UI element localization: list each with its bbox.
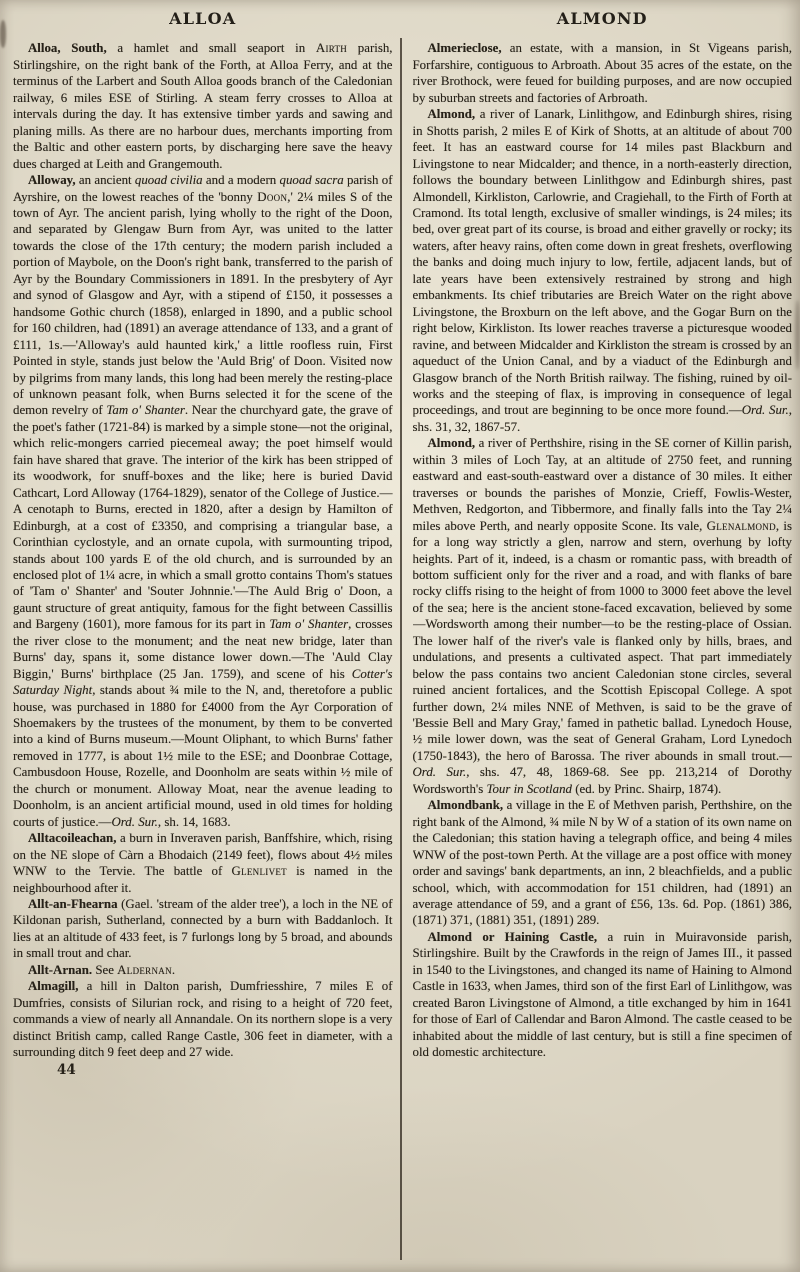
text-run: , stands about ¾ mile to the N, and, theretofore a public house, was purchased in 1880 for £4000 from the Ayr Corporation of Shoemakers by the trustees of the monument, by them to be converted into a kind of Burns museum.—Mount Oliphant, to which Burns' father removed in 1777, is about 1½ mile to the ESE; and Doonbrae Cottage, Cambusdoon House, Rozelle, and Doonholm are seats within ½ mile of the church or monument. Alloway Moat, near the avenue leading to Doonholm, is an ancient artificial mound, used in old times for holding courts of justice.— xyxy=(13,683,393,829)
text-run-italic: Ord. Sur. xyxy=(111,814,158,829)
text-run: and a modern xyxy=(202,173,280,188)
text-run-bold: Allt-Arnan. xyxy=(28,962,93,977)
text-run: is named in the neighbourhood after it. xyxy=(13,864,393,895)
entry-alltacoileachan xyxy=(13,830,393,896)
entry-almondbank xyxy=(413,797,793,929)
text-run-bold: Almondbank, xyxy=(427,798,504,813)
column-divider xyxy=(400,38,402,1260)
text-run: a village in the E of Methven parish, Perthshire, on the right bank of the Almond, ¾ mile N by W of a station of its own name on the Caledonian; this station having a telegraph office, and being 4 miles WNW of the post-town Perth. At the village are a post office with money order and savings' bank departments, an inn, 2 bleachfields, and a public school, which, with accommodation for 151 children, had (1891) an average attendance of 59, and a grant of £56, 13s. 6d. Pop. (1861) 386, (1871) 371, (1881) 351, (1891) 289. xyxy=(412,798,792,928)
text-run: , shs. 47, 48, 1869-68. See pp. 213,214 of Dorothy Wordsworth's xyxy=(412,765,792,796)
text-run-bold: Alloway, xyxy=(28,173,76,188)
entry-almond-haining-castle xyxy=(413,929,793,1061)
text-run: . xyxy=(171,962,176,977)
entry-almagill xyxy=(13,978,393,1060)
text-run-italic: quoad civilia xyxy=(134,173,203,188)
text-run-smallcaps: Doon xyxy=(257,189,288,204)
text-run-bold: Alloa, South, xyxy=(28,41,107,56)
column-left xyxy=(13,9,393,1272)
text-run-italic: quoad sacra xyxy=(279,173,344,188)
entry-allt-an-fhearna xyxy=(13,896,393,962)
text-run: a river of Perthshire, rising in the SE corner of Killin parish, within 3 miles of Loch Tay, at an altitude of 2750 feet, and running eastward and east-south-eastward over a distance of 30 miles. It either traverses or bounds the parishes of Monzie, Crieff, Fowlis-Wester, Methven, Redgorton, and Tibbermore, and finally falls into the Tay 2¼ miles above Perth, and nearly opposite Scone. Its vale, xyxy=(412,436,792,533)
text-run: parish, Stirlingshire, on the right bank of the Forth, at Alloa Ferry, and at the terminus of the Larbert and South Alloa goods branch of the Caledonian railway, 6 miles ESE of Stirling. A steam ferry crosses to Alloa at intervals during the day. It has extensive timber yards and sawing and planing mills. As there are no harbour dues, merchants importing from the Baltic and other eastern ports, by discharging here save the heavy dues charged at Leith and Grangemouth. xyxy=(13,41,393,171)
text-run-bold: Almerieclose, xyxy=(427,41,502,56)
text-run: See xyxy=(92,962,118,977)
text-run: ,' 2¼ miles S of the town of Ayr. The ancient parish, lying wholly to the right of the Doon, and separated by Glengaw Burn from Ayr, was united to the latter towards the close of the 17th century; the modern parish included a portion of Maybole, on the Doon's right bank, transferred to the parish of Ayr by the Boundary Commissioners in 1891. In the presbytery of Ayr and synod of Glasgow and Ayr, with a stipend of £150, it possesses a handsome Gothic church (1858), enlarged in 1890, and a public school for 160 children, had (1891) an average attendance of 133, and a grant of £111, 1s.—'Alloway's auld haunted kirk,' a little roofless ruin, First Pointed in style, stands just below the 'Auld Brig' of Doon. Visited now by pilgrims from many lands, this long had been merely the resting-place of unknown peasant folk, when Burns selected it for the scene of the demon revelry of xyxy=(13,189,393,418)
entry-almond-river-perthshire xyxy=(413,435,793,797)
text-run: a ruin in Muiravonside parish, Stirlingshire. Built by the Crawfords in the reign of James III., it passed in 1540 to the Livingstones, and changed its name of Haining to Almond Castle in 1633, when James, third son of the first Earl of Linlithgow, was created Baron Livingstone of Almond, a title exchanged by him in 1641 for those of Earl of Callendar and Baron Almond. The castle ceased to be inhabited about the middle of last century, but is still a fine specimen of old domestic architecture. xyxy=(412,929,792,1060)
text-run: (ed. by Princ. Shairp, 1874). xyxy=(571,781,722,796)
text-run-smallcaps: Glenalmond xyxy=(706,518,776,533)
entry-alloa-south xyxy=(13,40,393,172)
text-run: , sh. 14, 1683. xyxy=(157,814,231,829)
text-run-bold: Almond, xyxy=(427,436,476,451)
text-run: , is for a long way strictly a glen, narrow and stern, overhung by lofty heights. Part of it, indeed, is a chasm or romantic pass, with breadth of bottom sufficient only for the river and a road, and with flanks of bare rocky cliffs rising to the height of from 1000 to 3000 feet above the level of the sea; here is the ancient stone-faced excavation, believed by some—Wordsworth among their number—to be the resting-place of Ossian. The lower half of the river's vale is flanked only by hills, braes, and undulations, and presents a cultivated aspect. That part immediately below the pass contains two ancient Caledonian stone circles, several ruined ancient fortalices, and the Scottish Episcopal College. A spot further down, 2¼ miles NNE of Methven, is said to be the grave of 'Bessie Bell and Mary Gray,' famed in pathetic ballad. Lynedoch House, ½ mile lower down, was the seat of General Graham, Lord Lynedoch (1750-1843), the hero of Barossa. The river abounds in small trout.— xyxy=(412,518,792,763)
text-run-italic: Cotter's Saturday Night xyxy=(13,666,393,698)
entry-allt-arnan xyxy=(13,962,393,978)
text-run-italic: Ord. Sur. xyxy=(412,765,467,780)
text-run-bold: Almond, xyxy=(427,107,476,122)
text-run-italic: Tour in Scotland xyxy=(486,781,572,796)
text-run: a burn in Inveraven parish, Banffshire, which, rising on the NE slope of Càrn a Bhodaich (2149 feet), flows about 4½ miles WNW to the Tervie. The battle of xyxy=(13,831,393,879)
text-run-bold: Alltacoileachan, xyxy=(28,831,117,846)
text-run-italic: Tam o' Shanter xyxy=(106,403,185,418)
text-run: a hill in Dalton parish, Dumfriesshire, 7 miles E of Dumfries, consists of Silurian rock, and rising to a height of 720 feet, commands a view of nearly all Annandale. On its northern slope is a very distinct British camp, called Range Castle, 306 feet in diameter, with a surrounding ditch 9 feet deep and 27 wide. xyxy=(13,979,393,1060)
text-run: an ancient xyxy=(75,173,135,188)
text-run: a hamlet and small seaport in xyxy=(106,41,316,56)
text-run: , shs. 31, 32, 1867-57. xyxy=(412,403,792,434)
running-head-alloa: ALLOA xyxy=(169,9,237,28)
text-run: . Near the churchyard gate, the grave of the poet's father (1721-84) is marked by a simple stone—not the original, which relic-mongers carried piecemeal away; the poet himself would fain have shared that grave. The interior of the kirk has been stripped of its woodwork, for snuff-boxes and the like; here is buried David Cathcart, Lord Alloway (1764-1829), senator of the College of Justice.—A cenotaph to Burns, erected in 1820, after a design by Hamilton of Edinburgh, at a cost of £3350, and comprising a triangular base, a Corinthian cyclostyle, and an ornate cupola, with surmounting tripod, stands about 100 yards E of the old church, and is surrounded by an enclosed plot of 1¼ acre, in which a small grotto contains Thom's statues of 'Tam o' Shanter' and 'Souter Johnnie.'—The Auld Brig o' Doon, a gaunt structure of great antiquity, famous for the fight between Cassillis and Bargeny (1601), more famous for its part in xyxy=(13,403,393,632)
entry-alloway xyxy=(13,172,393,830)
entries-left xyxy=(13,40,393,1060)
text-run-italic: Ord. Sur. xyxy=(741,403,789,418)
running-head-almond: ALMOND xyxy=(556,9,648,28)
text-run-italic: Tam o' Shanter xyxy=(269,617,349,632)
text-run: an estate, with a mansion, in St Vigeans parish, Forfarshire, contiguous to Arbroath. About 35 acres of the estate, on the river Brothock, were feued for building purposes, and are now occupied by suburban streets and factories of Arbroath. xyxy=(412,41,792,105)
text-run-bold: Allt-an-Fhearna xyxy=(28,897,118,912)
text-run-bold: Almond or Haining Castle, xyxy=(427,929,598,944)
page-number: 44 xyxy=(57,1061,76,1078)
scan-smudge-right xyxy=(795,300,800,370)
text-run-smallcaps: Airth xyxy=(315,41,348,56)
text-run-smallcaps: Glenlivet xyxy=(231,864,287,879)
text-run: (Gael. 'stream of the alder tree'), a loch in the NE of Kildonan parish, Sutherland, connected by a burn with Baddanloch. It lies at an altitude of 433 feet, is 7 furlongs long by 5 broad, and abounds in small trout and char. xyxy=(13,897,393,961)
text-run: , crosses the river close to the monument; and the neat new bridge, later than Burns' day, spans it, some distance lower down.—The 'Auld Clay Biggin,' Burns' birthplace (25 Jan. 1759), and scene of his xyxy=(13,617,393,681)
entry-almond-river-lanark xyxy=(413,106,793,435)
text-run: parish of Ayrshire, on the lowest reaches of the 'bonny xyxy=(13,173,393,204)
text-run-bold: Almagill, xyxy=(28,979,79,994)
entries-right xyxy=(413,40,793,1060)
text-run: a river of Lanark, Linlithgow, and Edinburgh shires, rising in Shotts parish, 2 miles E of Kirk of Shotts, at an altitude of about 700 feet. It has an eastward course for 14 miles past Blackburn and Livingstone to near Midcalder; and thence, in a north-easterly direction, follows the boundary between Linlithgow and Edinburgh shires, past Almondell, Kirkliston, Carlowrie, and Cragiehall, to the Firth of Forth at Cramond. Its total length, exclusive of smaller windings, is 24 miles; its bed, over great part of its course, is broad and either gravelly or rocky; its waters, after heavy rains, often come down in great freshets, overflowing the banks and doing much injury to low, fertile, adjacent lands, but of late years have been extensively restrained by strong and high embankments. Its chief tributaries are Breich Water on the right above Livingstone, the Broxburn on the left above, and the Gogar Burn on the right below, Kirkliston. Its lower reaches traverse a picturesque wooded ravine, and between Midcalder and Kirkliston the stream is crossed by an aqueduct of the Union Canal, and by a viaduct of the Edinburgh and Glasgow branch of the North British railway. The fishing, ruined by oil-works and the steeping of flax, is improving in consequence of legal proceedings, and trout are beginning to be once more found.— xyxy=(412,107,792,418)
text-run-smallcaps: Aldernan xyxy=(117,962,172,977)
scan-smudge-left xyxy=(0,20,6,48)
entry-almerieclose xyxy=(413,40,793,106)
column-right xyxy=(413,9,793,1272)
